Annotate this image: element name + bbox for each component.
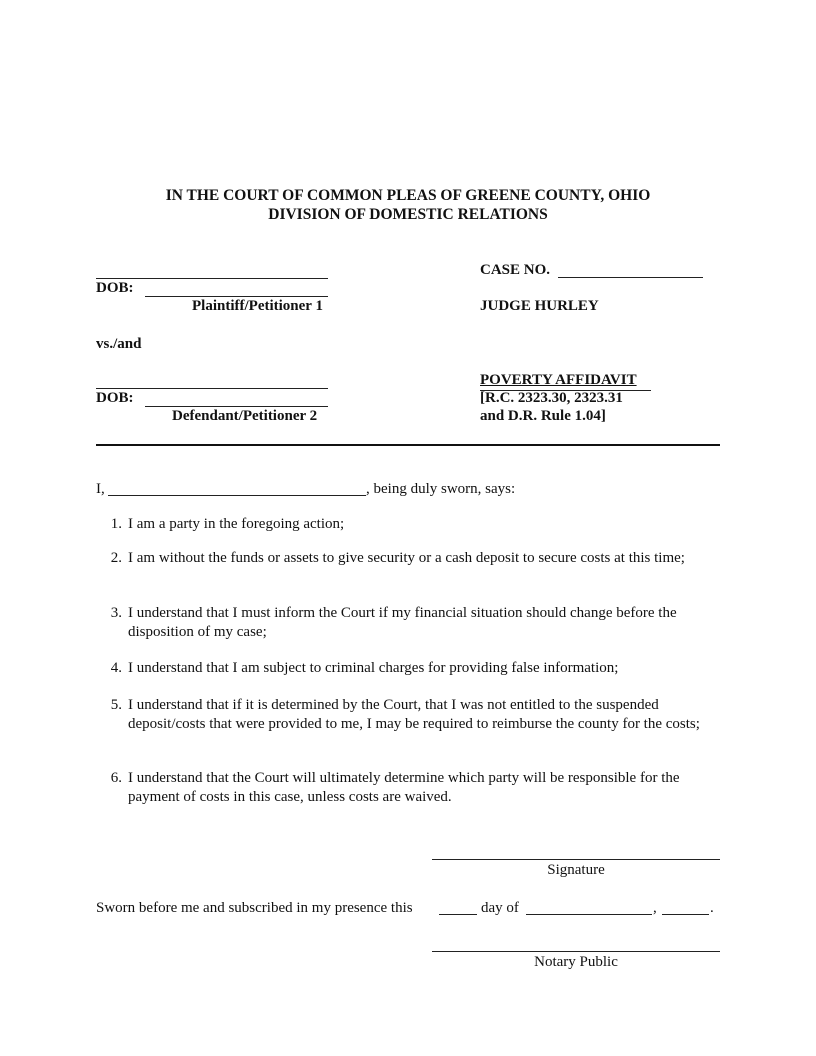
jurat-comma: , (653, 900, 657, 916)
list-text: I understand that I must inform the Court if my financial situation should change before the disposition of my case; (128, 605, 677, 640)
court-title: IN THE COURT OF COMMON PLEAS OF GREENE COUNTY, OHIO (165, 187, 651, 204)
defendant-dob-label: DOB: (96, 390, 134, 406)
list-text: I understand that the Court will ultimately determine which party will be responsible for the payment of costs in this case, unless costs are waived. (128, 770, 680, 805)
jurat-day-line[interactable] (439, 914, 477, 915)
affiant-prefix: I, (96, 481, 105, 497)
plaintiff-dob-line[interactable] (145, 296, 328, 297)
defendant-label: Defendant/Petitioner 2 (172, 408, 318, 424)
document-title: POVERTY AFFIDAVIT (480, 372, 637, 388)
jurat-period: . (710, 900, 714, 916)
list-number: 2. (110, 550, 122, 566)
list-number: 5. (110, 697, 122, 713)
list-text: I understand that if it is determined by the Court, that I was not entitled to the suspended deposit/costs that were provided to me, I may be required to reimburse the county for the costs; (128, 697, 700, 732)
versus-text: vs./and (96, 336, 142, 352)
list-number: 4. (110, 660, 122, 676)
defendant-dob-line[interactable] (145, 406, 328, 407)
citation-line-1: [R.C. 2323.30, 2323.31 (480, 390, 623, 406)
citation-line-2: and D.R. Rule 1.04] (480, 408, 606, 424)
judge-name: JUDGE HURLEY (480, 298, 599, 314)
case-no-line[interactable] (558, 277, 703, 278)
notary-label: Notary Public (534, 954, 618, 970)
affiant-name-line[interactable] (108, 495, 366, 496)
plaintiff-dob-label: DOB: (96, 280, 134, 296)
signature-line[interactable] (432, 859, 720, 860)
list-number: 1. (110, 516, 122, 532)
jurat-text-2: day of (481, 900, 519, 916)
signature-label: Signature (547, 862, 605, 878)
jurat-text-1: Sworn before me and subscribed in my presence this (96, 900, 413, 916)
list-number: 6. (110, 770, 122, 786)
list-text: I am a party in the foregoing action; (128, 516, 345, 532)
defendant-name-line[interactable] (96, 388, 328, 389)
affiant-suffix: , being duly sworn, says: (366, 481, 516, 497)
jurat-year-line[interactable] (662, 914, 709, 915)
jurat-month-line[interactable] (526, 914, 652, 915)
notary-signature-line[interactable] (432, 951, 720, 952)
list-text: I understand that I am subject to criminal charges for providing false information; (128, 660, 619, 676)
case-no-label: CASE NO. (480, 262, 551, 278)
plaintiff-name-line[interactable] (96, 278, 328, 279)
division-title: DIVISION OF DOMESTIC RELATIONS (268, 206, 548, 223)
plaintiff-label: Plaintiff/Petitioner 1 (192, 298, 323, 314)
caption-divider (96, 444, 720, 446)
list-text: I am without the funds or assets to give security or a cash deposit to secure costs at this time; (128, 550, 685, 566)
list-number: 3. (110, 605, 122, 621)
